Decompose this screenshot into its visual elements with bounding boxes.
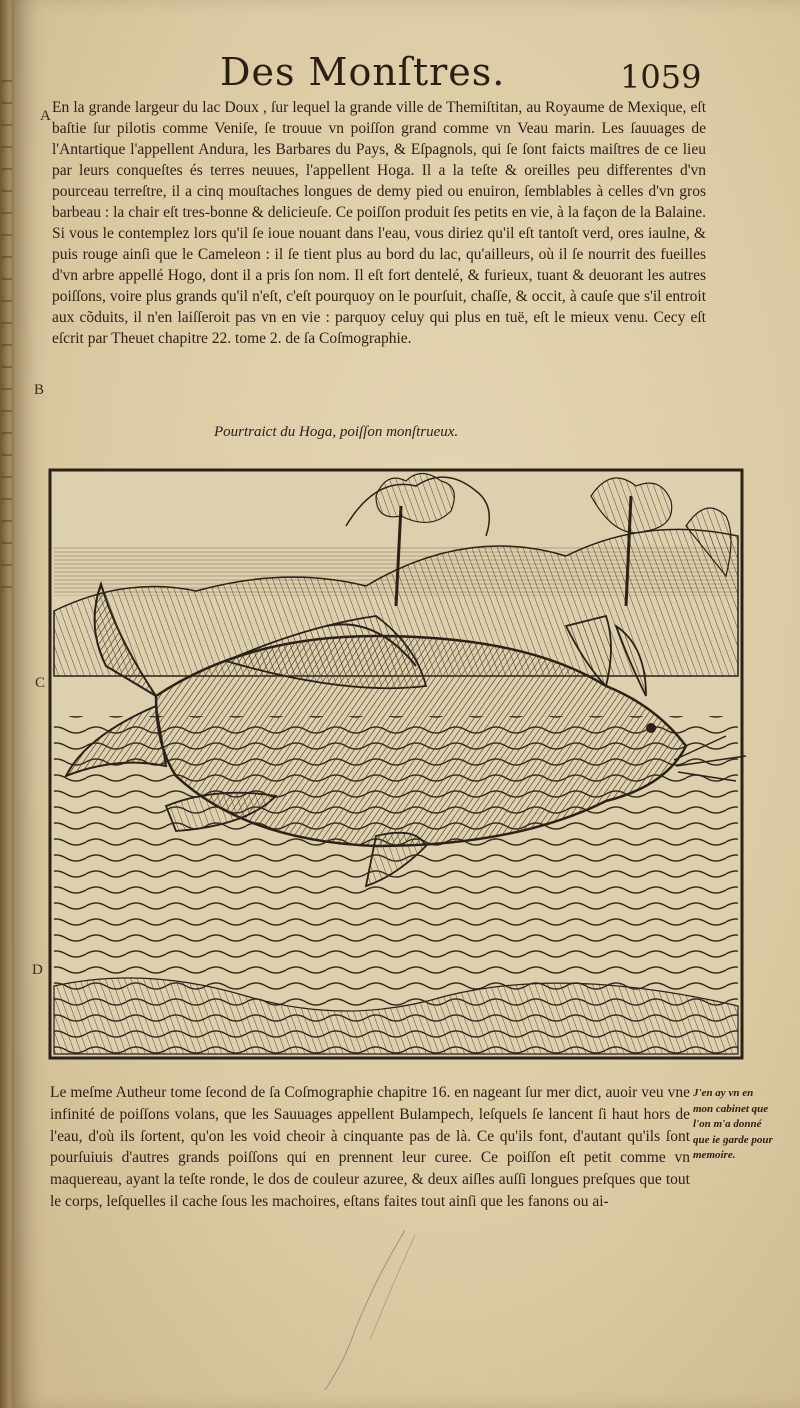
woodcut-illustration-hoga (46, 466, 746, 1062)
running-title: Des Monſtres. (220, 50, 506, 94)
margin-marker-c: C (35, 675, 46, 691)
pencil-scribble-mark (285, 1230, 485, 1400)
page-header (220, 50, 720, 100)
marginal-note: J'en ay vn en mon cabinet que l'on m'a donné que ie garde pour memoire. (693, 1087, 773, 1161)
page-number: 1059 (620, 58, 702, 96)
figure-caption: Pourtraict du Hoga, poiſſon monſtrueux. (214, 424, 459, 440)
paragraph-hoga-description: En la grande largeur du lac Doux , ſur lequel la grande ville de Themiſtitan, au Royaume de Mexique, eſt baſtie ſur pilotis comme Veniſe, ſe trouue vn poiſſon grand comme vn Veau marin. Les ſauuages de l'Antartique l'appellent Andura, les Barbares du Pays, & Eſpagnols, qui ſe ſont faicts maiſtres de ce lieu par leurs conqueſtes és terres neuues, l'appellent Hoga. Il a la teſte & oreilles peu differentes d'vn pourceau terreſtre, il a cinq mouſtaches longues de demy pied ou enuiron, ſemblables à celles d'vn gros barbeau : la chair eſt tres-bonne & delicieuſe. Ce poiſſon produit ſes petits en vie, à la façon de la Balaine. Si vous le contemplez lors qu'il ſe ioue nouant dans l'eau, vous diriez qu'il eſt tantoſt verd, ores iaulne, & puis rouge ainſi que le Cameleon : il ſe tient plus au bord du lac, qu'ailleurs, où il ſe nourrit des fueilles d'vn arbre appellé Hogo, dont il a pris ſon nom. Il eſt fort dentelé, & furieux, tuant & deuorant les autres poiſſons, voire plus grands qu'il n'eſt, c'eſt pourquoy on le pourſuit, chaſſe, & occit, à cauſe que s'il entroit aux cõduits, il n'en laiſſeroit pas vn en vie : parquoy celuy qui plus en tuë, eſt le mieux venu. Cecy eſt eſcrit par Theuet chapitre 22. tome 2. de ſa Coſmographie. (52, 99, 706, 347)
previous-page-text-fragments (2, 80, 12, 600)
margin-marker-d: D (32, 962, 43, 978)
margin-marker-b: B (34, 382, 45, 398)
paragraph-flying-fish: Le meſme Autheur tome ſecond de ſa Coſmographie chapitre 16. en nageant ſur mer dict, auoir veu vne infinité de poiſſons volans, que les Sauuages appellent Bulampech, leſquels ſe lancent ſi haut hors de l'eau, d'où ils ſortent, qu'on les void cheoir à cinquante pas de là. Ce qu'ils font, d'autant qu'ils ſont pourſuiuis d'autres grands poiſſons qui en prennent leur curee. Ce poiſſon eſt petit comme vn maquereau, ayant la teſte ronde, le dos de couleur azuree, & deux aiſles auſſi longues preſques que tout le corps, leſquelles il cache ſous les machoires, eſtans faites tout ainſi que les fanons ou ai- (50, 1084, 690, 1210)
margin-marker-a: A (40, 108, 51, 124)
